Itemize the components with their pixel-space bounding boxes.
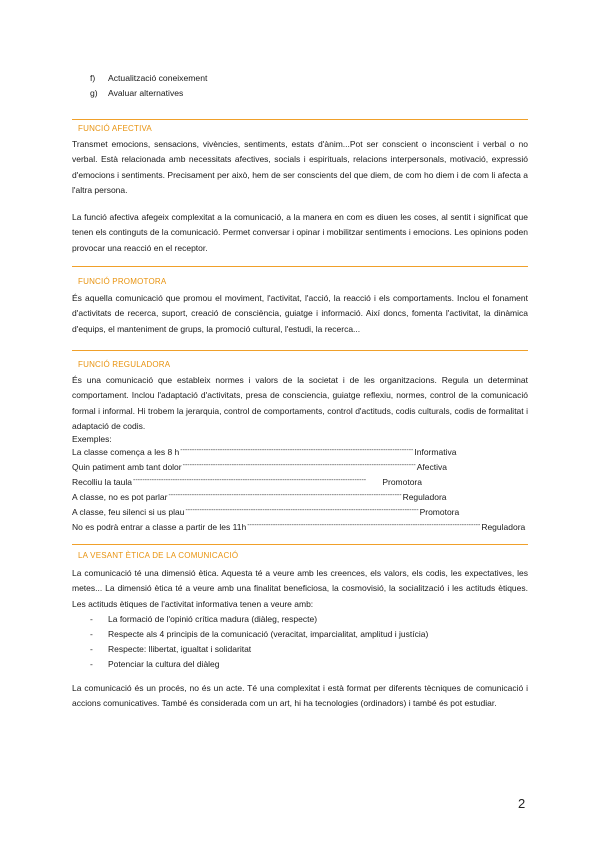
afectiva-paragraph-2: La funció afectiva afegeix complexitat a la comunicació, a la manera en com es diuen les coses, al sentit i significat que tenen els continguts de la comunicació. Permet conversar i opinar i mobilitzar sentiments i emocions. Les opinions poden provocar una reacció en el receptor. [72, 212, 528, 253]
bullet-marker: - [90, 629, 93, 639]
bullet-text: La formació de l'opinió crítica madura (diàleg, respecte) [108, 614, 318, 624]
list-marker: g) [90, 88, 98, 98]
dot-leader: ---------------------------------------------------------------------------------------------------- [185, 507, 419, 514]
example-row [72, 447, 457, 462]
section-rule [72, 266, 528, 267]
bullet-marker: - [90, 644, 93, 654]
bullet-item [90, 657, 428, 672]
etica-paragraph-2: La comunicació és un procés, no és un acte. Té una complexitat i està format per diferents tècniques de comunicació i accions comunicatives. També és considerada com un art, hi ha tecnologies (ordinadors) i també és pot estudiar. [72, 683, 528, 709]
list-item [90, 71, 207, 86]
section-heading-promotora: FUNCIÓ PROMOTORA [78, 277, 167, 286]
list-marker: f) [90, 73, 96, 83]
example-text: Recolliu la taula [72, 477, 133, 487]
example-text: Quin patiment amb tant dolor [72, 462, 182, 472]
example-type: Reguladora [402, 492, 447, 502]
example-row [72, 477, 422, 492]
afectiva-paragraph-1: Transmet emocions, sensacions, vivències, sentiments, estats d'ànim...Pot ser conscient o inconscient i verbal o no verbal. Està relacionada amb necessitats afectives, socials i espirituals, relacions interpersonals, motivació, expressió d'emocions i sentiments. Precisament per això, hem de ser conscients del que diem, de com ho diem i de com li afecta a l'altra persona. [72, 139, 528, 196]
example-row [72, 492, 447, 507]
bullet-item [90, 612, 428, 627]
bullet-marker: - [90, 614, 93, 624]
example-row [72, 462, 447, 477]
example-type: Promotora [419, 507, 460, 517]
top-list [90, 71, 207, 101]
dot-leader: ---------------------------------------------------------------------------------------------------- [133, 477, 367, 484]
example-type: Promotora [382, 477, 422, 487]
example-type: Reguladora [481, 522, 526, 532]
section-rule [72, 350, 528, 351]
bullet-marker: - [90, 659, 93, 669]
etica-paragraph-1: La comunicació té una dimensió ètica. Aquesta té a veure amb les creences, els valors, els codis, les expectatives, les metes... La dimensió ètica té a veure amb una finalitat beneficiosa, la cosmovisió, la socialització i les actituds ètiques. Les actituds ètiques de l'activitat informativa tenen a veure amb: [72, 568, 528, 609]
bullet-text: Respecte als 4 principis de la comunicació (veracitat, imparcialitat, amplitud i justícia) [108, 629, 429, 639]
bullet-item [90, 642, 428, 657]
list-item-text: Avaluar alternatives [108, 88, 184, 98]
dot-leader: ---------------------------------------------------------------------------------------------------- [180, 447, 414, 454]
dot-leader: ---------------------------------------------------------------------------------------------------- [168, 492, 402, 499]
example-type: Afectiva [416, 462, 447, 472]
section-rule [72, 119, 528, 120]
example-text: La classe comença a les 8 h [72, 447, 180, 457]
example-text: A classe, no es pot parlar [72, 492, 168, 502]
example-type: Informativa [414, 447, 457, 457]
example-text: No es podrà entrar a classe a partir de les 11h [72, 522, 247, 532]
example-text: A classe, feu silenci si us plau [72, 507, 185, 517]
reguladora-paragraph: És una comunicació que estableix normes i valors de la societat i de les organitzacions. Regula un determinat comportament. Inclou l'adaptació d'activitats, presa de consciencia, guiatge reflexiu, normes, control de la comunicació formal i informal. Hi trobem la jerarquia, control de comportaments, control d'actituds, codis culturals, codis de formalitat i adaptació de codis. [72, 375, 528, 432]
bullet-text: Respecte: llibertat, igualtat i solidaritat [108, 644, 252, 654]
examples-list [72, 447, 526, 537]
list-item-text: Actualització coneixement [108, 73, 208, 83]
dot-leader: ---------------------------------------------------------------------------------------------------- [182, 462, 416, 469]
section-rule [72, 544, 528, 545]
example-row [72, 507, 460, 522]
promotora-paragraph: És aquella comunicació que promou el moviment, l'activitat, l'acció, la reacció i els comportaments. Inclou el fonament d'activitats de recerca, suport, creació de consciència, guiatge i informació. Així doncs, fomenta l'activitat, la dinàmica d'equips, el manteniment de grups, la promoció cultural, l'estudi, la recerca... [72, 293, 528, 334]
section-heading-reguladora: FUNCIÓ REGULADORA [78, 360, 171, 369]
examples-label: Exemples: [72, 434, 112, 444]
etica-bullet-list [90, 612, 428, 672]
dot-leader: ---------------------------------------------------------------------------------------------------- [247, 522, 481, 529]
page-number: 2 [518, 796, 526, 811]
section-heading-afectiva: FUNCIÓ AFECTIVA [78, 124, 152, 133]
example-row [72, 522, 526, 537]
bullet-item [90, 627, 428, 642]
section-heading-etica: LA VESANT ÈTICA DE LA COMUNICACIÓ [78, 551, 239, 560]
list-item [90, 86, 207, 101]
bullet-text: Potenciar la cultura del diàleg [108, 659, 220, 669]
